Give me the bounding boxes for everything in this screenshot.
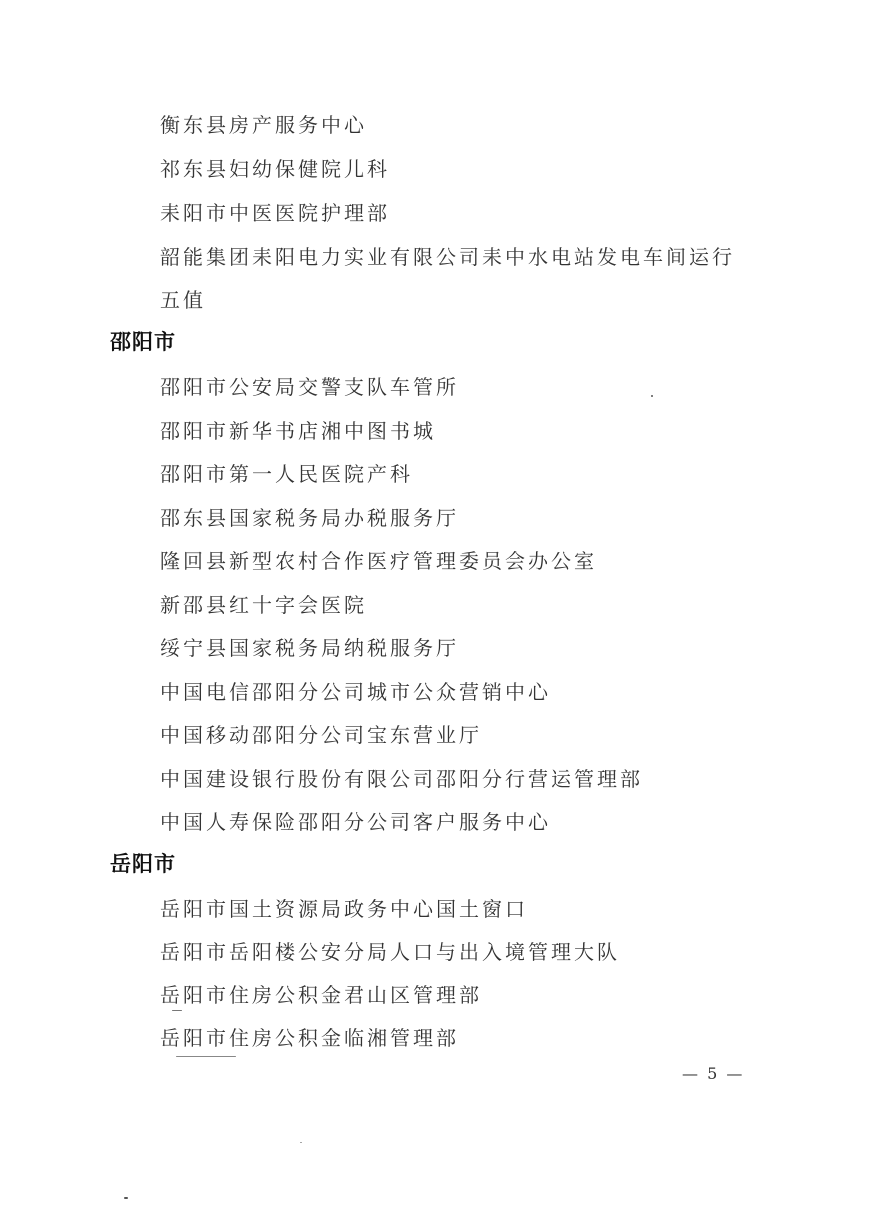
list-item: 岳阳市岳阳楼公安分局人口与出入境管理大队 [160, 940, 620, 964]
list-item: 邵东县国家税务局办税服务厅 [160, 506, 459, 530]
scan-speck [124, 1197, 128, 1199]
list-item: 中国移动邵阳分公司宝东营业厅 [160, 723, 482, 747]
section-heading-shaoyang: 邵阳市 [110, 330, 176, 354]
list-item: 衡东县房产服务中心 [160, 113, 367, 137]
list-item: 韶能集团耒阳电力实业有限公司耒中水电站发电车间运行 [160, 245, 735, 269]
list-item: 祁东县妇幼保健院儿科 [160, 157, 390, 181]
list-item: 五值 [160, 288, 206, 312]
scan-speck [172, 1010, 182, 1011]
list-item: 隆回县新型农村合作医疗管理委员会办公室 [160, 549, 597, 573]
list-item: 岳阳市国土资源局政务中心国土窗口 [160, 897, 528, 921]
list-item: 绥宁县国家税务局纳税服务厅 [160, 636, 459, 660]
list-item: 邵阳市第一人民医院产科 [160, 462, 413, 486]
scan-speck [176, 1056, 236, 1057]
list-item: 中国电信邵阳分公司城市公众营销中心 [160, 680, 551, 704]
list-item: 岳阳市住房公积金君山区管理部 [160, 983, 482, 1007]
scan-speck [300, 1142, 302, 1143]
list-item: 邵阳市新华书店湘中图书城 [160, 419, 436, 443]
scan-speck [651, 395, 653, 397]
page-number: — 5 — [682, 1064, 745, 1083]
list-item: 邵阳市公安局交警支队车管所 [160, 375, 459, 399]
list-item: 中国建设银行股份有限公司邵阳分行营运管理部 [160, 767, 643, 791]
list-item: 中国人寿保险邵阳分公司客户服务中心 [160, 810, 551, 834]
section-heading-yueyang: 岳阳市 [110, 852, 176, 876]
list-item: 新邵县红十字会医院 [160, 593, 367, 617]
list-item: 岳阳市住房公积金临湘管理部 [160, 1026, 459, 1050]
list-item: 耒阳市中医医院护理部 [160, 201, 390, 225]
